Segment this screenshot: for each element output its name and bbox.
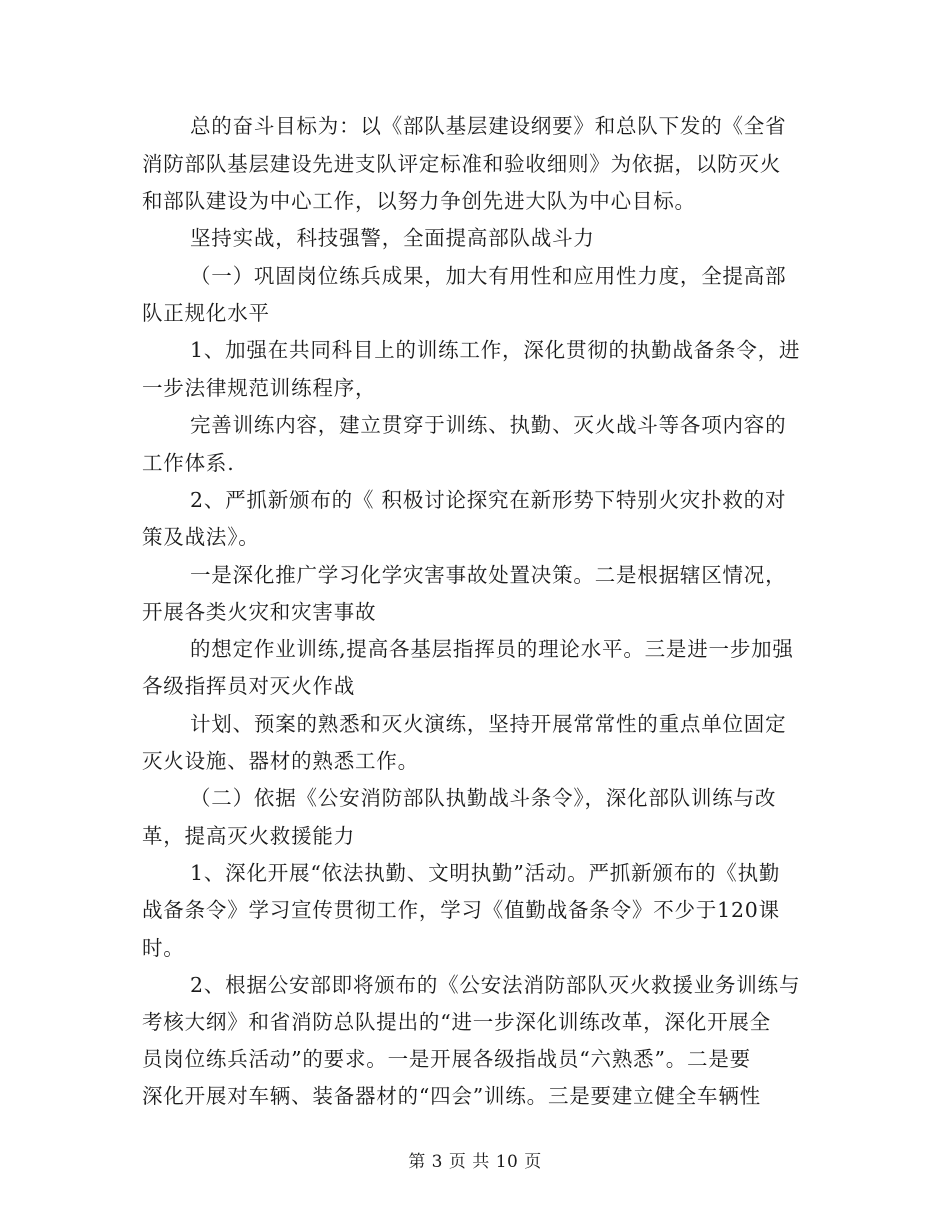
text-line: 1、深化开展“依法执勤、文明执勤”活动。严抓新颁布的《执勤 [190,861,781,885]
text-line: 计划、预案的熟悉和灭火演练，坚持开展常常性的重点单位固定 [190,712,787,736]
text-line: 员岗位练兵活动”的要求。一是开展各级指战员“六熟悉”。二是要 [142,1047,751,1071]
text-line: 策及战法》。 [142,525,260,549]
text-line: 考核大纲》和省消防总队提出的“进一步深化训练改革，深化开展全 [142,1010,771,1034]
text-line: 各级指挥员对灭火作战 [142,674,355,698]
page-number-footer: 第 3 页 共 10 页 [408,1152,542,1172]
text-line: 的想定作业训练,提高各基层指挥员的理论水平。三是进一步加强 [190,637,794,661]
text-line: 消防部队基层建设先进支队评定标准和验收细则》为依据，以防灭火 [142,152,781,176]
text-line: 坚持实战，科技强警，全面提高部队战斗力 [190,226,595,250]
text-line: 一步法律规范训练程序， [142,376,377,400]
text-line: （二）依据《公安消防部队执勤战斗条令》，深化部队训练与改 [190,786,777,810]
text-line: 时。 [142,936,185,960]
text-line: 灭火设施、器材的熟悉工作。 [142,749,419,773]
text-line: 深化开展对车辆、装备器材的“四会”训练。三是要建立健全车辆性 [142,1084,761,1108]
text-line: 完善训练内容，建立贯穿于训练、执勤、灭火战斗等各项内容的 [190,413,787,437]
text-line: 和部队建设为中心工作，以努力争创先进大队为中心目标。 [142,189,696,213]
text-line: 开展各类火灾和灾害事故 [142,600,377,624]
text-line: 2、严抓新颁布的《 积极讨论探究在新形势下特别火灾扑救的对 [190,488,787,512]
text-line: 战备条令》学习宣传贯彻工作，学习《值勤战备条令》不少于120课 [142,898,780,922]
text-line: 1、加强在共同科目上的训练工作，深化贯彻的执勤战备条令，进 [190,338,801,362]
text-line: 队正规化水平 [142,301,270,325]
text-line: 工作体系. [142,451,235,475]
text-line: （一）巩固岗位练兵成果，加大有用性和应用性力度，全提高部 [190,264,787,288]
text-line: 一是深化推广学习化学灾害事故处置决策。二是根据辖区情况， [190,563,787,587]
text-line: 总的奋斗目标为：以《部队基层建设纲要》和总队下发的《全省 [190,114,787,138]
text-line: 2、根据公安部即将颁布的《公安法消防部队灭火救援业务训练与 [190,973,801,997]
text-line: 革，提高灭火救援能力 [142,824,355,848]
